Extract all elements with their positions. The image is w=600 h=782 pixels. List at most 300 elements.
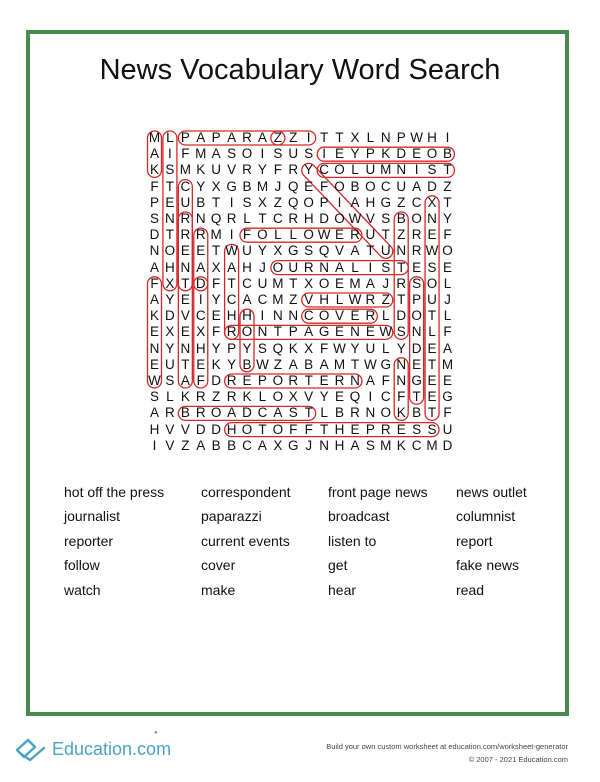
grid-letter: N <box>180 259 191 275</box>
grid-letter: A <box>273 405 283 421</box>
grid-letter: U <box>180 194 191 210</box>
grid-letter: V <box>304 389 314 405</box>
grid-letter: T <box>227 275 236 291</box>
grid-letter: W <box>425 243 439 259</box>
grid-letter: S <box>381 259 391 275</box>
grid-letter: O <box>272 373 284 388</box>
grid-letter: I <box>260 146 265 162</box>
grid-letter: P <box>227 340 237 356</box>
grid-letter: E <box>427 227 437 243</box>
grid-letter: N <box>257 324 268 340</box>
grid-letter: X <box>257 194 267 210</box>
grid-letter: I <box>198 292 203 307</box>
grid-letter: N <box>272 308 283 324</box>
grid-letter: B <box>412 405 422 421</box>
grid-letter: O <box>272 421 284 437</box>
grid-letter: E <box>335 275 345 291</box>
grid-letter: L <box>166 389 174 405</box>
grid-letter: W <box>225 243 238 259</box>
grid-letter: H <box>226 308 237 324</box>
grid-letter: D <box>211 421 222 437</box>
grid-letter: D <box>396 146 407 162</box>
grid-letter: U <box>365 162 376 178</box>
grid-letter: C <box>226 292 237 307</box>
grid-letter: E <box>196 356 206 372</box>
grid-letter: E <box>427 373 437 388</box>
grid-letter: I <box>260 308 265 324</box>
grid-letter: T <box>443 194 452 210</box>
grid-letter: Z <box>212 389 221 405</box>
grid-letter: T <box>319 130 329 145</box>
grid-letter: U <box>442 421 453 437</box>
grid-letter: Z <box>289 292 298 307</box>
word-list-item: columnist <box>456 508 516 525</box>
word-list-item: paparazzi <box>201 508 262 525</box>
logo-icon <box>14 736 48 762</box>
grid-letter: C <box>242 437 252 453</box>
grid-letter: G <box>288 437 299 453</box>
grid-letter: T <box>381 227 390 243</box>
grid-letter: O <box>303 194 314 210</box>
grid-letter: S <box>304 243 314 259</box>
grid-letter: R <box>226 373 237 388</box>
grid-letter: Z <box>397 227 406 243</box>
grid-letter: C <box>411 437 422 453</box>
grid-letter: Q <box>288 194 299 210</box>
grid-letter: K <box>149 162 159 178</box>
grid-letter: U <box>288 146 299 162</box>
grid-letter: K <box>381 146 391 162</box>
grid-letter: C <box>257 405 268 421</box>
grid-letter: E <box>350 421 360 437</box>
word-list-item: front page news <box>328 484 428 500</box>
divider-dot: ● <box>154 730 158 736</box>
grid-letter: R <box>380 421 391 437</box>
grid-letter: Y <box>257 162 267 178</box>
grid-letter: J <box>382 275 390 291</box>
grid-letter: R <box>365 308 376 324</box>
word-list-item: current events <box>201 532 290 549</box>
grid-letter: H <box>365 194 376 210</box>
grid-letter: E <box>149 324 159 340</box>
grid-letter: P <box>396 130 406 145</box>
grid-letter: Y <box>165 340 175 356</box>
grid-letter: R <box>195 405 206 421</box>
grid-letter: R <box>396 275 407 291</box>
grid-row <box>0 195 600 211</box>
grid-letter: P <box>412 292 422 307</box>
grid-letter: S <box>273 146 283 162</box>
grid-letter: M <box>441 356 454 372</box>
grid-letter: Y <box>350 146 360 162</box>
grid-letter: T <box>165 227 175 243</box>
grid-letter: V <box>180 308 190 324</box>
grid-letter: B <box>335 405 345 421</box>
grid-letter: B <box>180 405 190 421</box>
grid-letter: T <box>304 405 313 421</box>
grid-letter: I <box>337 194 342 210</box>
grid-letter: A <box>288 356 298 372</box>
grid-letter: I <box>229 227 234 243</box>
grid-letter: D <box>195 275 206 291</box>
grid-letter: E <box>196 243 206 259</box>
grid-letter: W <box>256 356 269 372</box>
grid-letter: O <box>272 389 284 405</box>
grid-letter: Y <box>227 356 237 372</box>
grid-letter: M <box>426 437 438 453</box>
grid-letter: A <box>196 130 206 145</box>
grid-letter: R <box>226 324 237 340</box>
grid-letter: S <box>396 324 406 340</box>
grid-letter: H <box>303 211 314 226</box>
grid-letter: T <box>412 389 421 405</box>
grid-letter: B <box>196 194 206 210</box>
grid-letter: C <box>272 211 283 226</box>
grid-letter: K <box>242 389 252 405</box>
grid-letter: V <box>335 308 345 324</box>
grid-letter: V <box>180 421 190 437</box>
grid-letter: M <box>272 292 284 307</box>
grid-letter: I <box>306 130 311 145</box>
grid-letter: Z <box>273 130 282 145</box>
grid-letter: O <box>210 405 222 421</box>
grid-letter: E <box>211 308 221 324</box>
grid-letter: F <box>381 373 390 388</box>
grid-letter: D <box>149 227 160 243</box>
grid-letter: J <box>444 292 451 307</box>
grid-letter: B <box>242 178 252 194</box>
grid-letter: S <box>381 211 391 226</box>
grid-letter: A <box>442 340 452 356</box>
grid-letter: T <box>443 162 452 178</box>
grid-letter: O <box>411 211 422 226</box>
grid-letter: D <box>165 308 175 324</box>
grid-letter: W <box>333 340 346 356</box>
grid-letter: O <box>426 146 438 162</box>
grid-letter: M <box>256 178 269 194</box>
grid-letter: T <box>181 356 190 372</box>
grid-letter: I <box>322 146 326 162</box>
grid-letter: I <box>445 130 450 145</box>
grid-letter: A <box>149 292 159 307</box>
grid-letter: X <box>288 389 298 405</box>
grid-letter: L <box>258 389 267 405</box>
grid-letter: S <box>257 340 267 356</box>
grid-letter: J <box>274 178 282 194</box>
grid-letter: N <box>319 259 329 275</box>
grid-letter: T <box>397 259 406 275</box>
grid-letter: K <box>396 405 406 421</box>
grid-letter: L <box>166 130 174 145</box>
grid-letter: F <box>242 227 252 243</box>
grid-letter: Z <box>273 356 282 372</box>
grid-letter: S <box>427 162 437 178</box>
grid-letter: O <box>164 243 176 259</box>
grid-letter: N <box>350 324 360 340</box>
grid-letter: N <box>288 308 299 324</box>
footer-credits <box>326 740 568 766</box>
word-list-item: journalist <box>64 508 121 525</box>
grid-letter: O <box>241 146 253 162</box>
grid-letter: E <box>412 146 422 162</box>
grid-letter: L <box>351 259 359 275</box>
grid-letter: N <box>427 211 437 226</box>
grid-letter: P <box>288 324 298 340</box>
grid-letter: W <box>348 292 362 307</box>
grid-letter: G <box>442 389 453 405</box>
footer-tagline: Build your own custom worksheet at education.com/worksheet-generator <box>326 742 568 751</box>
grid-letter: N <box>396 373 407 388</box>
grid-letter: R <box>180 211 191 226</box>
grid-letter: S <box>427 259 437 275</box>
grid-letter: E <box>442 373 452 388</box>
grid-letter: D <box>427 178 437 194</box>
grid-letter: M <box>380 162 392 178</box>
grid-letter: E <box>304 178 314 194</box>
word-list-item: correspondent <box>201 484 291 500</box>
grid-letter: V <box>335 243 345 259</box>
grid-letter: Q <box>318 243 330 259</box>
grid-letter: T <box>165 178 175 194</box>
grid-letter: R <box>288 162 299 178</box>
grid-letter: S <box>365 437 375 453</box>
grid-letter: F <box>443 324 452 340</box>
grid-letter: X <box>196 324 206 340</box>
grid-letter: Y <box>319 389 329 405</box>
grid-letter: B <box>304 356 314 372</box>
grid-letter: Y <box>396 340 406 356</box>
grid-letter: R <box>411 243 422 259</box>
grid-letter: S <box>149 389 159 405</box>
grid-letter: O <box>257 227 268 243</box>
grid-letter: R <box>365 292 376 307</box>
grid-row <box>0 179 600 195</box>
grid-letter: E <box>335 146 345 162</box>
grid-letter: M <box>272 275 284 291</box>
grid-letter: M <box>380 437 392 453</box>
grid-letter: U <box>257 275 268 291</box>
grid-row <box>0 162 600 178</box>
grid-letter: L <box>335 292 344 307</box>
grid-letter: O <box>272 259 284 275</box>
grid-letter: H <box>242 259 252 275</box>
grid-letter: F <box>319 178 329 194</box>
grid-letter: F <box>443 227 452 243</box>
grid-letter: Z <box>397 194 406 210</box>
grid-letter: R <box>180 227 191 243</box>
grid-letter: H <box>319 292 329 307</box>
grid-letter: K <box>149 308 159 324</box>
grid-letter: E <box>180 324 190 340</box>
grid-letter: E <box>242 373 252 388</box>
grid-letter: F <box>289 421 298 437</box>
grid-letter: R <box>195 389 206 405</box>
grid-letter: T <box>258 211 267 226</box>
grid-letter: R <box>334 373 345 388</box>
grid-letter: O <box>318 308 330 324</box>
grid-letter: R <box>288 373 299 388</box>
grid-letter: S <box>149 211 159 226</box>
grid-letter: R <box>226 389 237 405</box>
grid-letter: I <box>229 194 234 210</box>
grid-letter: V <box>165 421 175 437</box>
grid-letter: V <box>304 292 314 307</box>
word-list-item: hot off the press <box>64 484 165 500</box>
grid-letter: R <box>242 162 252 178</box>
grid-letter: L <box>243 211 251 226</box>
grid-letter: F <box>150 178 159 194</box>
grid-letter: B <box>242 356 252 372</box>
grid-letter: X <box>165 275 175 291</box>
grid-letter: F <box>397 389 406 405</box>
grid-letter: A <box>227 405 237 421</box>
word-list-item: listen to <box>328 532 377 549</box>
grid-letter: Z <box>181 437 190 453</box>
grid-letter: F <box>212 275 221 291</box>
grid-letter: I <box>168 146 172 162</box>
grid-letter: O <box>442 243 453 259</box>
grid-letter: S <box>412 275 422 291</box>
grid-row <box>0 227 600 243</box>
grid-letter: S <box>242 194 252 210</box>
grid-letter: X <box>273 437 283 453</box>
grid-letter: N <box>149 243 160 259</box>
grid-letter: Z <box>273 194 282 210</box>
grid-letter: Q <box>210 211 222 226</box>
grid-letter: O <box>380 405 392 421</box>
grid-letter: E <box>335 324 345 340</box>
grid-letter: O <box>365 178 376 194</box>
grid-letter: Q <box>288 178 299 194</box>
grid-letter: P <box>180 130 190 145</box>
grid-letter: S <box>304 146 314 162</box>
grid-row <box>0 324 600 340</box>
grid-letter: L <box>289 227 298 243</box>
grid-letter: T <box>273 324 282 340</box>
grid-letter: G <box>380 194 392 210</box>
word-list-item: read <box>456 581 485 598</box>
grid-letter: R <box>350 227 360 243</box>
grid-letter: E <box>335 389 345 405</box>
grid-letter: N <box>180 340 191 356</box>
grid-letter: O <box>334 178 345 194</box>
grid-letter: W <box>148 373 161 388</box>
grid-letter: L <box>351 162 359 178</box>
grid-letter: D <box>319 211 329 226</box>
grid-letter: O <box>241 324 253 340</box>
grid-letter: C <box>319 162 329 178</box>
grid-letter: M <box>210 227 222 243</box>
grid-letter: R <box>226 211 237 226</box>
grid-letter: K <box>288 340 298 356</box>
grid-letter: A <box>257 130 267 145</box>
grid-letter: E <box>365 324 375 340</box>
grid-letter: A <box>211 146 221 162</box>
grid-letter: C <box>195 308 206 324</box>
word-list-item: broadcast <box>328 508 390 525</box>
grid-letter: H <box>165 259 175 275</box>
grid-letter: O <box>334 211 345 226</box>
grid-letter: N <box>411 324 422 340</box>
grid-letter: T <box>366 243 375 259</box>
grid-row <box>0 211 600 227</box>
grid-letter: N <box>365 405 376 421</box>
grid-letter: E <box>350 308 360 324</box>
grid-letter: E <box>149 356 159 372</box>
grid-letter: X <box>165 324 175 340</box>
grid-letter: W <box>317 227 331 243</box>
grid-letter: V <box>227 162 237 178</box>
page-title: News Vocabulary Word Search <box>99 54 501 86</box>
grid-letter: U <box>288 259 299 275</box>
word-list-item: news outlet <box>456 484 527 500</box>
grid-letter: N <box>380 130 391 145</box>
grid-letter: R <box>242 130 252 145</box>
grid-letter: I <box>368 389 373 405</box>
grid-letter: C <box>411 194 422 210</box>
grid-letter: A <box>365 373 375 388</box>
grid-letter: T <box>304 373 313 388</box>
grid-letter: L <box>443 275 452 291</box>
grid-letter: X <box>211 259 221 275</box>
grid-letter: C <box>380 389 391 405</box>
grid-letter: D <box>211 373 222 388</box>
grid-letter: P <box>257 373 267 388</box>
grid-letter: A <box>350 194 360 210</box>
grid-letter: K <box>196 162 206 178</box>
grid-letter: Y <box>304 162 314 178</box>
grid-letter: B <box>442 146 452 162</box>
grid-letter: U <box>365 340 376 356</box>
grid-letter: R <box>165 405 175 421</box>
grid-row <box>0 405 600 421</box>
grid-letter: T <box>258 421 267 437</box>
grid-letter: R <box>195 227 206 243</box>
grid-letter: W <box>379 324 393 340</box>
grid-letter: O <box>318 275 330 291</box>
grid-letter: H <box>334 437 345 453</box>
grid-letter: X <box>304 275 314 291</box>
grid-letter: A <box>149 259 159 275</box>
grid-letter: J <box>305 437 313 453</box>
grid-letter: T <box>212 243 221 259</box>
grid-letter: A <box>242 292 252 307</box>
grid-letter: P <box>319 194 329 210</box>
grid-letter: S <box>427 421 437 437</box>
grid-letter: A <box>149 405 159 421</box>
grid-letter: V <box>165 437 175 453</box>
word-list-item: make <box>201 581 236 598</box>
word-list-item: follow <box>64 557 100 574</box>
word-list-item: hear <box>328 581 357 598</box>
grid-letter: U <box>427 292 437 307</box>
grid-letter: A <box>196 437 206 453</box>
grid-letter: W <box>364 356 377 372</box>
grid-letter: T <box>289 275 298 291</box>
grid-letter: B <box>396 211 406 226</box>
footer-copyright: © 2007 - 2021 Education.com <box>468 755 568 764</box>
grid-row <box>0 373 600 389</box>
grid-letter: R <box>288 211 299 226</box>
grid-letter: C <box>257 292 268 307</box>
grid-letter: X <box>427 194 437 210</box>
grid-letter: R <box>303 259 314 275</box>
grid-letter: M <box>333 356 346 372</box>
grid-letter: F <box>304 421 313 437</box>
grid-letter: N <box>195 211 206 226</box>
grid-letter: P <box>211 130 221 145</box>
grid-letter: I <box>152 437 157 453</box>
